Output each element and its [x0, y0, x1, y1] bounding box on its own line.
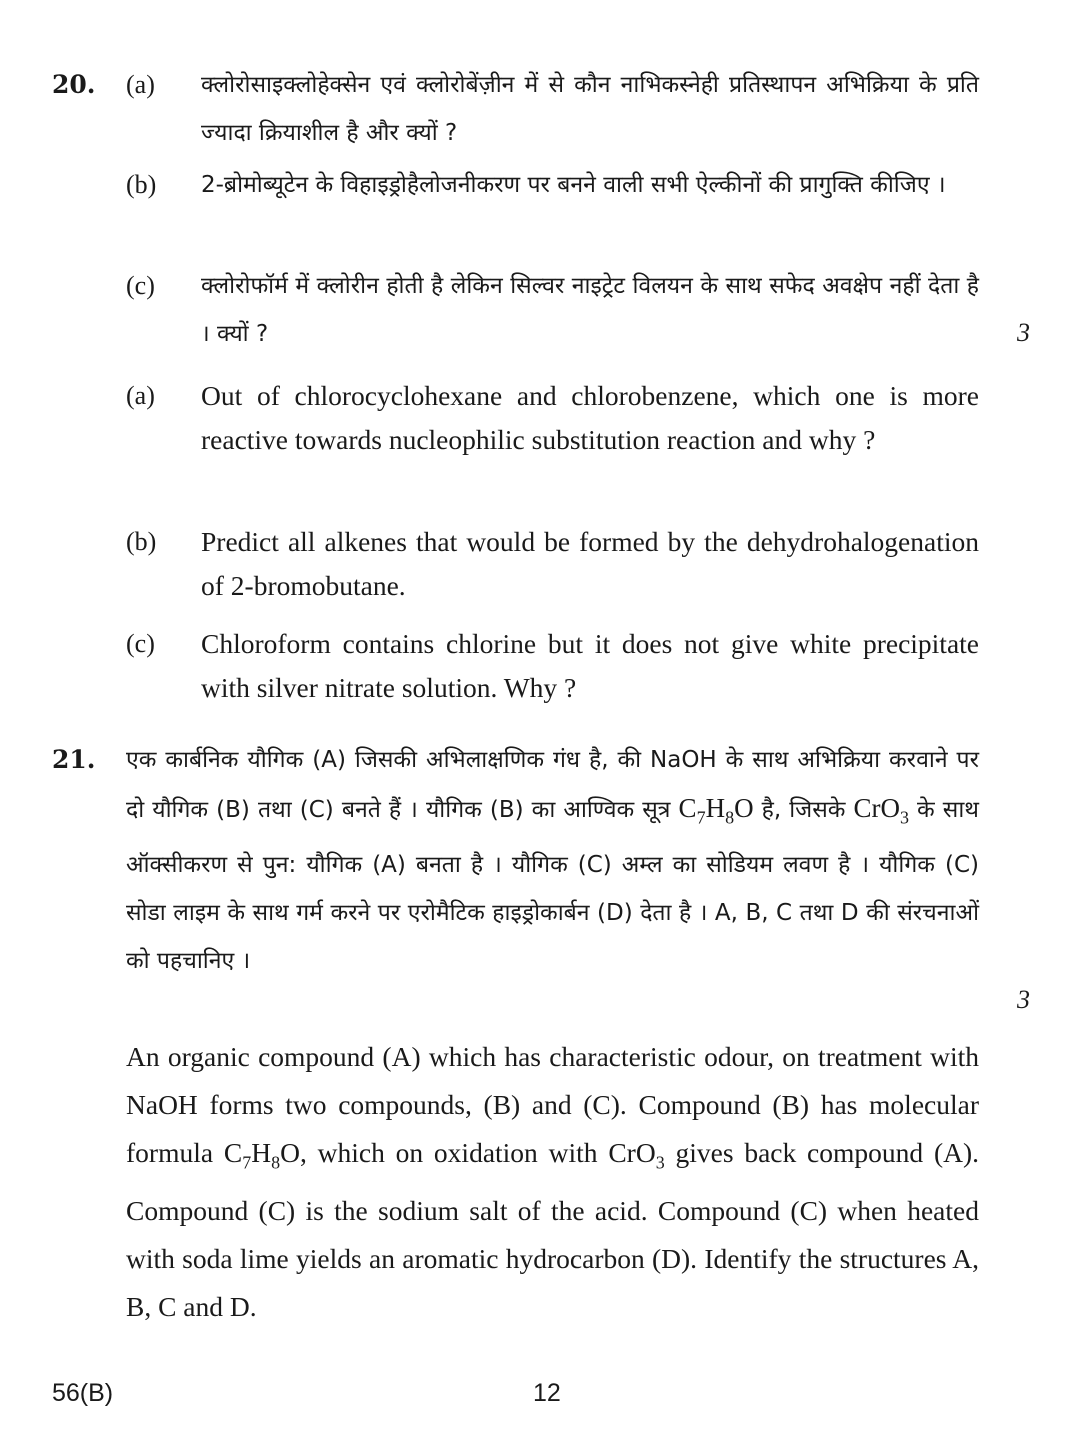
- q21-hindi-text-part1: एक कार्बनिक यौगिक (A) जिसकी अभिलाक्षणिक गंध है, की NaOH के साथ अभिक्रिया करवाने पर दो यौगिक (B) तथा (C) बनते हैं । यौगिक (B) का आण्विक सूत्र: [126, 747, 979, 823]
- q20-english-a-label: (a): [126, 381, 155, 410]
- q21-english-text-part1: An organic compound (A) which has characteristic odour, on treatment with NaOH forms two compounds, (B) and (C). Compound (B) has molecular formula: [126, 1041, 979, 1168]
- q20-hindi-c-label: (c): [126, 271, 155, 300]
- question-number-21: 21.: [52, 745, 96, 774]
- q20-hindi-b-text: 2-ब्रोमोब्यूटेन के विहाइड्रोहैलोजनीकरण पर बनने वाली सभी ऐल्कीनों की प्रागुक्ति कीजिए ।: [201, 172, 946, 198]
- q21-hindi-text-part2: है, जिसके: [753, 797, 854, 823]
- q20-english-b-label: (b): [126, 527, 157, 556]
- q21-hindi-formula-cro3: CrO$_3$: [853, 793, 909, 828]
- q20-hindi-c-text: क्लोरोफॉर्म में क्लोरीन होती है लेकिन सिल्वर नाइट्रेट विलयन के साथ सफेद अवक्षेप नहीं देता है । क्यों ?: [201, 273, 979, 347]
- q21-hindi-text: [126, 736, 979, 985]
- q21-english-text: [126, 1033, 979, 1331]
- q21-english-formula-cro3: CrO$_3$: [608, 1137, 665, 1173]
- q20-english-a-text: Out of chlorocyclohexane and chlorobenzene, which one is more reactive towards nucleophilic substitution reaction and why ?: [201, 380, 979, 455]
- question-number-20: 20.: [52, 70, 96, 99]
- q21-hindi-formula-c7h8o: $C_7H_8O$: [678, 793, 754, 828]
- q21-english-text-part3: gives back compound (A). Compound (C) is the sodium salt of the acid. Compound (C) when heated with soda lime yields an aromatic hydrocarbon (D). Identify the structures A, B, C and D.: [126, 1137, 979, 1322]
- paper-code: 56(B): [52, 1379, 114, 1407]
- q20-hindi-b-label: (b): [126, 170, 157, 199]
- q20-marks: 3: [1017, 318, 1030, 347]
- q20-hindi-a-text: क्लोरोसाइक्लोहेक्सेन एवं क्लोरोबेंज़ीन में से कौन नाभिकस्नेही प्रतिस्थापन अभिक्रिया के प्रति ज्यादा क्रियाशील है और क्यों ?: [201, 72, 979, 146]
- q21-english-formula-c7h8o: $C_7H_8O$: [223, 1137, 300, 1173]
- q21-marks: 3: [1017, 985, 1030, 1014]
- q20-english-c-text: Chloroform contains chlorine but it does not give white precipitate with silver nitrate solution. Why ?: [201, 628, 979, 703]
- q20-english-c-label: (c): [126, 629, 155, 658]
- page-number: 12: [533, 1379, 561, 1407]
- q21-hindi-text-part3: के साथ ऑक्सीकरण से पुन: यौगिक (A) बनता है । यौगिक (C) अम्ल का सोडियम लवण है । यौगिक (C) सोडा लाइम के साथ गर्म करने पर एरोमैटिक हाइड्रोकार्बन (D) देता है । A, B, C तथा D की संरचनाओं को पहचानिए ।: [126, 797, 979, 975]
- q20-hindi-a-label: (a): [126, 70, 155, 99]
- q20-english-b-text: Predict all alkenes that would be formed by the dehydrohalogenation of 2-bromobutane.: [201, 526, 979, 601]
- q21-english-text-part2: , which on oxidation with: [299, 1137, 609, 1168]
